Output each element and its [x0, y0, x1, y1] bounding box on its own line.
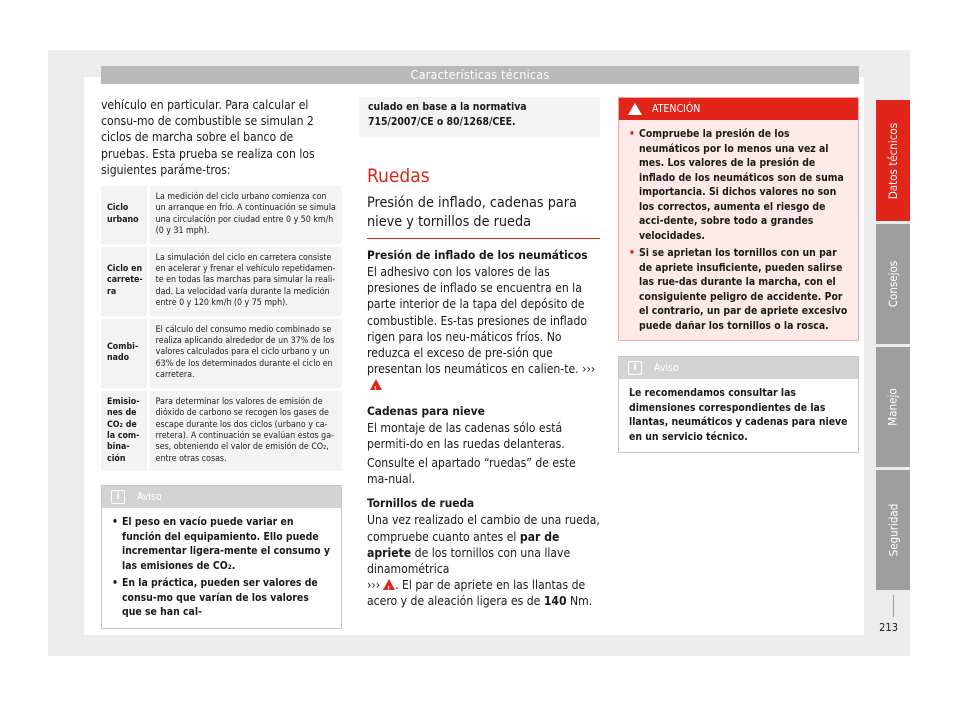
paragraph-text: Una vez realizado el cambio de una rueda, compruebe cuanto antes el: [367, 513, 600, 544]
aviso-body: [102, 508, 341, 628]
table-value: El cálculo del consumo medio combinado se realiza aplicando alrededor de un 37% de los valores calculados para el ciclo urbano y un 63% de los determinados durante el ciclo en carretera.: [148, 317, 342, 389]
info-icon: i: [628, 361, 642, 375]
page-header: Características técnicas: [101, 66, 859, 84]
warning-icon[interactable]: [370, 379, 382, 390]
aviso-title: Aviso: [654, 362, 679, 374]
paragraph-text: de los tornillos con una llave dinamométrica: [367, 545, 571, 577]
bullet-icon: •: [112, 577, 118, 590]
atencion-header: [619, 98, 858, 120]
paragraph-tornillos: [367, 512, 600, 609]
atencion-box: [618, 97, 859, 341]
page-number: 213: [879, 621, 898, 634]
table-row: [101, 317, 342, 389]
table-key: Ciclo urbano: [101, 186, 148, 245]
tab-consejos[interactable]: [876, 224, 910, 344]
table-value: La simulación del ciclo en carretera consiste en acelerar y frenar el vehículo repetidamen-te en todas las marchas para simular la reali-dad. La velocidad varía durante la medición entre 0 y 120 km/h (0 y 75 mph).: [148, 245, 342, 317]
page-number-divider: [893, 595, 894, 617]
table-row: [101, 186, 342, 245]
table-key: Ciclo en carrete-ra: [101, 245, 148, 317]
tab-label: Seguridad: [886, 503, 901, 557]
paragraph-consulte: Consulte el apartado “ruedas” de este ma-nual.: [367, 456, 576, 487]
tab-label: Manejo: [886, 388, 900, 426]
paragraph-text: El adhesivo con los valores de las presiones de inflado se encuentra en la parte interior de la tapa del depósito de combustible. Es-tas presiones de inflado rigen para los neu-máticos fríos. No reduzca el exceso de pre-sión que presentan los neumáticos en calien-te. ›››: [367, 265, 596, 377]
list-item: [112, 515, 331, 573]
bullet-text: El peso en vacío puede variar en función del equipamiento. Ello puede incrementar ligera-mente el consumo y las emisiones de CO₂.: [122, 516, 330, 572]
continued-box: culado en base a la normativa 715/2007/CE o 80/1268/CEE.: [359, 97, 600, 137]
bullet-icon: •: [629, 128, 635, 140]
aviso-header: [102, 486, 341, 508]
aviso-body: Le recomendamos consultar las dimensiones correspondientes de las llantas, neumáticos y cadenas para nieve en un servicio técnico.: [629, 387, 848, 443]
info-icon: i: [111, 490, 125, 504]
bold-number: 140: [543, 594, 567, 609]
tab-datos-tecnicos[interactable]: [876, 100, 910, 221]
table-row: [101, 245, 342, 317]
bullet-icon: •: [629, 247, 635, 259]
heading-presion: Presión de inflado de los neumáticos: [367, 248, 588, 262]
list-item: [112, 576, 331, 620]
paragraph-cadenas: El montaje de las cadenas sólo está permiti-do en las ruedas delanteras.: [367, 420, 565, 451]
tab-manejo[interactable]: [876, 347, 910, 467]
aviso-title: Aviso: [137, 491, 162, 504]
reference-arrows[interactable]: ›››: [367, 578, 381, 593]
tab-label: Consejos: [886, 260, 900, 308]
bullet-text: En la práctica, pueden ser valores de consu-mo que varían de los valores que se han cal-: [122, 577, 318, 619]
warning-icon[interactable]: [383, 579, 395, 590]
table-row: [101, 389, 342, 472]
paragraph-text: Nm.: [566, 594, 593, 609]
cycles-table: [101, 186, 342, 474]
heading-tornillos: Tornillos de rueda: [367, 496, 475, 511]
tab-seguridad[interactable]: [876, 470, 910, 590]
bold-text: par de apriete: [367, 529, 560, 560]
table-value: La medición del ciclo urbano comienza con un arranque en frío. A continuación se simula una circulación por ciudad entre 0 y 50 km/h (0 y 31 mph).: [148, 186, 342, 245]
tab-label: Datos técnicos: [886, 122, 901, 199]
heading-cadenas: Cadenas para nieve: [367, 403, 485, 418]
column-3: [618, 97, 859, 453]
warning-icon: [628, 103, 642, 115]
column-2: [359, 97, 600, 610]
list-item: [629, 246, 850, 333]
atencion-body: [619, 120, 858, 340]
atencion-title: ATENCIÓN: [652, 103, 701, 115]
aviso-box: [618, 356, 859, 453]
intro-paragraph: vehículo en particular. Para calcular el consu-mo de combustible se simulan 2 ciclos de marcha sobre el banco de pruebas. Esta prueba se realiza con los siguientes paráme-tros:: [101, 98, 315, 177]
bullet-text: Compruebe la presión de los neumáticos por lo menos una vez al mes. Los valores de la presión de inflado de los neumáticos son de suma importancia. Si dichos valores no son los correctos, aumenta el riesgo de acci-dente, sobre todo a grandes velocidades.: [639, 128, 844, 242]
table-value: Para determinar los valores de emisión de dióxido de carbono se recogen los gases de escape durante los dos ciclos (urbano y ca-rretera). A continuación se evalúan estos ga-ses, obteniendo el valor de emisión de CO₂, entre otras cosas.: [148, 389, 342, 472]
table-key: Emisio-nes de CO₂ de la com-bina-ción: [101, 389, 148, 472]
bullet-text: Si se aprietan los tornillos con un par de apriete insuficiente, pueden salirse las rue-das durante la marcha, con el consiguiente peligro de accidente. Por el contrario, un par de apriete excesivo puede dañar los tornillos o la rosca.: [639, 247, 848, 332]
bullet-icon: •: [112, 516, 118, 529]
table-key: Combi-nado: [101, 317, 148, 389]
list-item: [629, 127, 850, 243]
section-title: Ruedas: [367, 165, 430, 187]
column-1: [101, 97, 342, 629]
aviso-header: [619, 357, 858, 379]
subsection-title: Presión de inflado, cadenas para nieve y tornillos de rueda: [367, 194, 600, 239]
paragraph-text: . El par de apriete en las llantas de acero y de aleación ligera es de: [367, 578, 586, 609]
aviso-box: [101, 485, 342, 629]
paragraph-presion: [367, 264, 600, 394]
